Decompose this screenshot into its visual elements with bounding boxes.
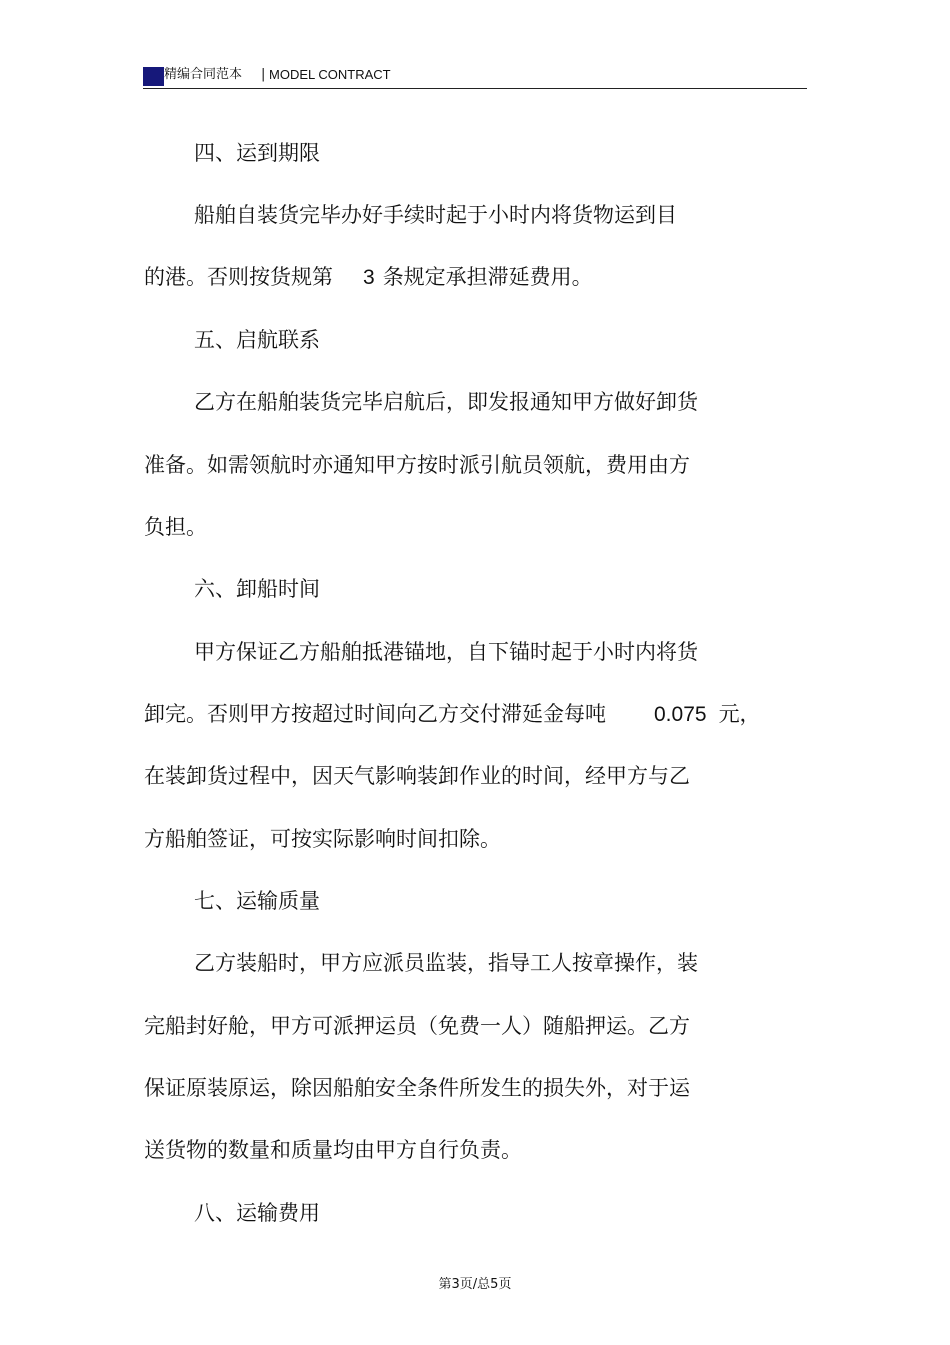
header-logo-mark <box>143 67 164 86</box>
section-heading-6: 六、卸船时间 <box>194 577 320 601</box>
paragraph-line: 甲方保证乙方船舶抵港锚地，自下锚时起于小时内将货 <box>194 640 698 664</box>
section-heading-5: 五、启航联系 <box>194 328 320 352</box>
section-heading-7: 七、运输质量 <box>194 889 320 913</box>
header-brand: 精编合同范本 <box>164 67 243 82</box>
paragraph-line: 乙方在船舶装货完毕启航后，即发报通知甲方做好卸货 <box>194 390 698 414</box>
text-segment: 的港。否则按货规第 <box>144 265 333 289</box>
paragraph-line: 保证原装原运，除因船舶安全条件所发生的损失外，对于运 <box>144 1076 690 1100</box>
section-heading-8: 八、运输费用 <box>194 1201 320 1225</box>
paragraph-line: 乙方装船时，甲方应派员监装，指导工人按章操作，装 <box>194 951 698 975</box>
text-segment: 条规定承担滞延费用。 <box>382 265 593 289</box>
paragraph-line: 负担。 <box>144 515 207 539</box>
text-segment: 卸完。否则甲方按超过时间向乙方交付滞延金每吨 <box>144 702 606 726</box>
paragraph-line <box>144 263 593 292</box>
paragraph-line: 准备。如需领航时亦通知甲方按时派引航员领航，费用由方 <box>144 453 690 477</box>
paragraph-line: 在装卸货过程中，因天气影响装卸作业的时间，经甲方与乙 <box>144 764 690 788</box>
paragraph-line: 送货物的数量和质量均由甲方自行负责。 <box>144 1138 522 1162</box>
paragraph-line: 方船舶签证，可按实际影响时间扣除。 <box>144 827 501 851</box>
page-number: 第3页/总5页 <box>438 1277 512 1292</box>
header-label: MODEL CONTRACT <box>269 67 391 82</box>
clause-number: 3 <box>363 266 375 289</box>
header-separator: | <box>261 67 266 82</box>
paragraph-line: 完船封好舱，甲方可派押运员（免费一人）随船押运。乙方 <box>144 1014 690 1038</box>
paragraph-line: 船舶自装货完毕办好手续时起于小时内将货物运到目 <box>194 203 677 227</box>
page-header <box>143 64 807 89</box>
section-heading-4: 四、运到期限 <box>194 141 320 165</box>
text-segment: 元， <box>718 702 761 726</box>
fee-amount: 0.075 <box>654 703 707 726</box>
paragraph-line <box>144 700 761 729</box>
